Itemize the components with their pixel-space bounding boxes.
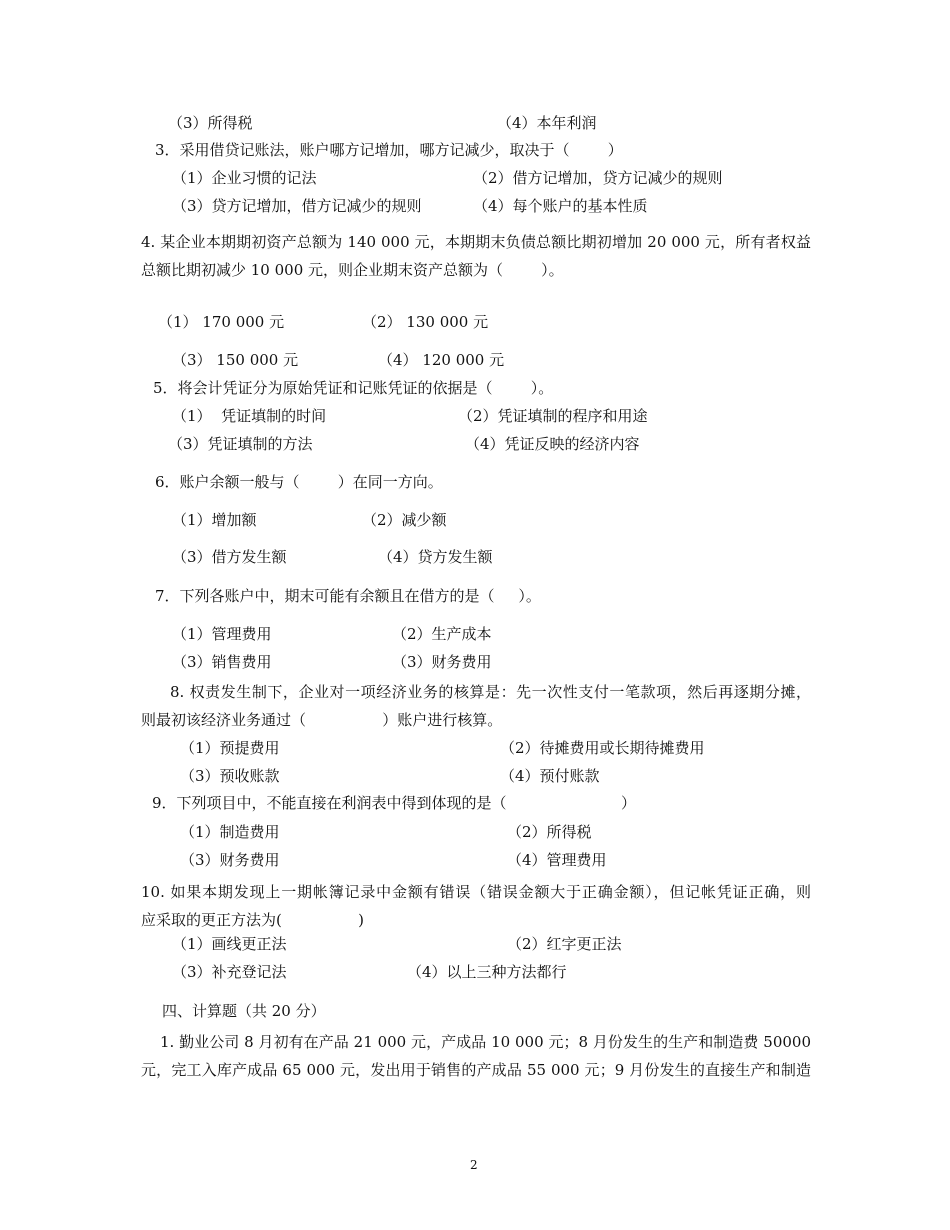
q4-option-2: （2） 130 000 元 (362, 313, 489, 331)
q10-option-1: （1）画线更正法 (172, 935, 287, 953)
q7-option-1: （1）管理费用 (172, 625, 272, 643)
q7-option-4: （3）财务费用 (392, 653, 492, 671)
q10-stem-line1: 10. 如果本期发现上一期帐簿记录中金额有错误（错误金额大于正确金额），但记帐凭证正确，则 (141, 883, 811, 901)
q2-option-3: （3）所得税 (168, 114, 253, 132)
q9-stem: 9．下列项目中，不能直接在利润表中得到体现的是（ ） (152, 794, 636, 812)
q6-option-2: （2）减少额 (362, 511, 447, 529)
q7-stem: 7．下列各账户中，期末可能有余额且在借方的是（ ）。 (155, 587, 541, 605)
q10-stem-line2: 应采取的更正方法为( ) (141, 911, 364, 929)
calc-problem-1-line1: 1. 勤业公司 8 月初有在产品 21 000 元，产成品 10 000 元；8 月份发生的生产和制造费 50000 (160, 1033, 811, 1051)
q7-option-3: （3）销售费用 (172, 653, 272, 671)
q5-stem: 5．将会计凭证分为原始凭证和记账凭证的依据是（ ）。 (153, 379, 554, 397)
q4-stem-line1: 4. 某企业本期期初资产总额为 140 000 元，本期期末负债总额比期初增加 20 000 元，所有者权益 (141, 233, 811, 251)
q8-stem-line1: 8. 权责发生制下，企业对一项经济业务的核算是：先一次性支付一笔款项，然后再逐期分摊， (170, 683, 811, 701)
q5-option-2: （2）凭证填制的程序和用途 (458, 407, 648, 425)
q7-option-2: （2）生产成本 (392, 625, 492, 643)
q6-option-3: （3）借方发生额 (172, 548, 287, 566)
q9-option-3: （3）财务费用 (180, 851, 280, 869)
q3-stem: 3．采用借贷记账法，账户哪方记增加，哪方记减少，取决于（ ） (155, 141, 623, 159)
q4-option-1: （1） 170 000 元 (158, 313, 285, 331)
q10-option-3: （3）补充登记法 (172, 963, 287, 981)
q4-option-3: （3） 150 000 元 (172, 351, 299, 369)
q4-option-4: （4） 120 000 元 (378, 351, 505, 369)
q5-option-3: （3）凭证填制的方法 (168, 435, 313, 453)
q10-option-4: （4）以上三种方法都行 (407, 963, 567, 981)
q10-option-2: （2）红字更正法 (507, 935, 622, 953)
q3-option-3: （3）贷方记增加，借方记减少的规则 (172, 197, 422, 215)
q6-option-1: （1）增加额 (172, 511, 257, 529)
q6-stem: 6．账户余额一般与（ ）在同一方向。 (155, 473, 443, 491)
q3-option-4: （4）每个账户的基本性质 (473, 197, 648, 215)
q6-option-4: （4）贷方发生额 (378, 548, 493, 566)
q9-option-4: （4）管理费用 (507, 851, 607, 869)
q5-option-4: （4）凭证反映的经济内容 (465, 435, 640, 453)
q4-stem-line2: 总额比期初减少 10 000 元，则企业期末资产总额为（ ）。 (141, 261, 564, 279)
q9-option-2: （2）所得税 (507, 823, 592, 841)
q9-option-1: （1）制造费用 (180, 823, 280, 841)
q8-option-4: （4）预付账款 (500, 767, 600, 785)
q2-option-4: （4）本年利润 (497, 114, 597, 132)
q8-option-2: （2）待摊费用或长期待摊费用 (500, 739, 705, 757)
q8-stem-line2: 则最初该经济业务通过（ ）账户进行核算。 (141, 711, 503, 729)
q8-option-1: （1）预提费用 (180, 739, 280, 757)
section-heading: 四、计算题（共 20 分） (162, 1002, 326, 1020)
q3-option-2: （2）借方记增加，贷方记减少的规则 (473, 169, 723, 187)
q8-option-3: （3）预收账款 (180, 767, 280, 785)
q5-option-1: （1） 凭证填制的时间 (172, 407, 327, 425)
calc-problem-1-line2: 元，完工入库产成品 65 000 元，发出用于销售的产成品 55 000 元；9 月份发生的直接生产和制造 (141, 1061, 811, 1079)
page-number: 2 (470, 1158, 478, 1172)
q3-option-1: （1）企业习惯的记法 (172, 169, 317, 187)
